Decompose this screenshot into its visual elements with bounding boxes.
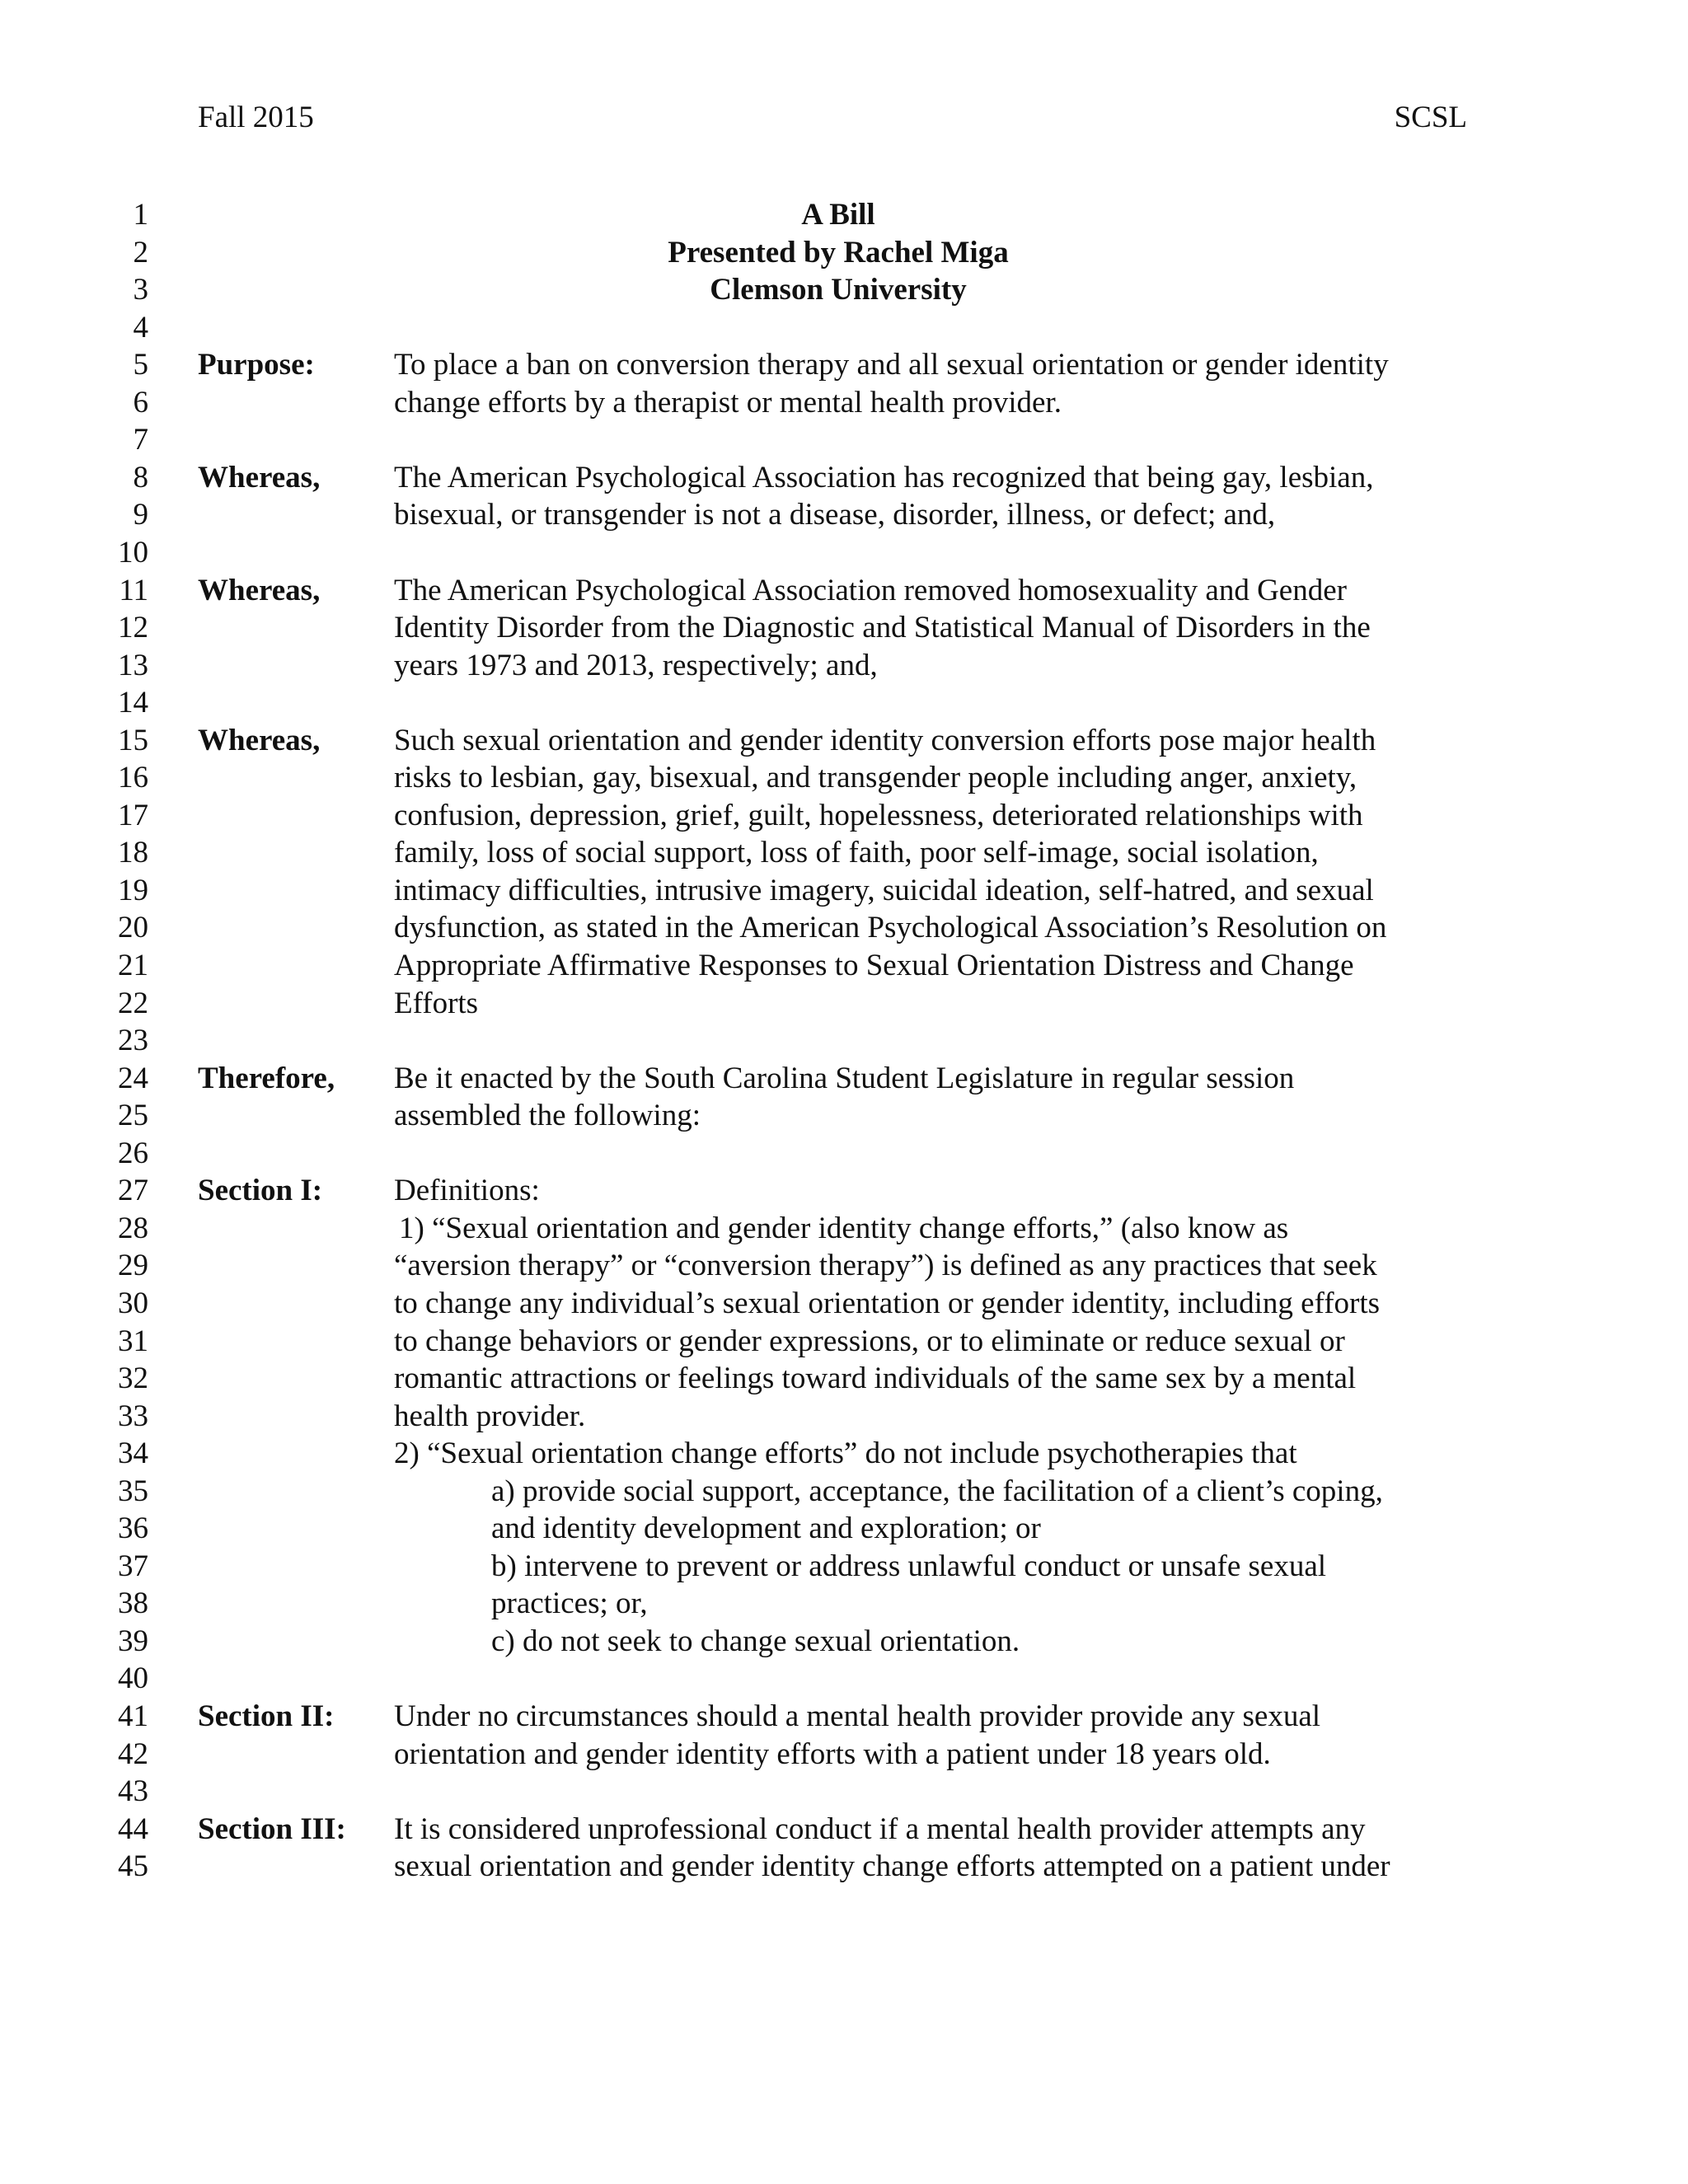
line-text: intimacy difficulties, intrusive imagery, suicidal ideation, self-hatred, and sexual [394,873,1374,907]
bill-line [0,1060,1688,1098]
bill-line [0,496,1688,534]
line-text: The American Psychological Association has recognized that being gay, lesbian, [394,460,1374,494]
bill-line [0,1698,1688,1736]
line-number: 35 [118,1474,148,1508]
line-number: 22 [118,986,148,1020]
line-number: 25 [118,1099,148,1133]
section-label: Whereas, [198,573,321,607]
line-number: 11 [119,573,148,607]
line-number: 7 [133,423,148,457]
bill-line [0,1210,1688,1248]
bill-line [0,1285,1688,1323]
bill-line [0,1135,1688,1173]
bill-line [0,1398,1688,1436]
line-text: confusion, depression, grief, guilt, hopelessness, deteriorated relationships with [394,798,1363,832]
bill-line [0,1548,1688,1586]
bill-line [0,1811,1688,1849]
line-text: to change any individual’s sexual orientation or gender identity, including efforts [394,1286,1381,1320]
line-text: sexual orientation and gender identity change efforts attempted on a patient under [394,1849,1390,1884]
bill-line [0,834,1688,872]
bill-line [0,759,1688,797]
bill-line [0,1097,1688,1135]
line-text: health provider. [394,1399,586,1433]
section-label: Section I: [198,1174,323,1208]
line-text: practices; or, [491,1586,648,1621]
line-text: bisexual, or transgender is not a disease, disorder, illness, or defect; and, [394,498,1276,532]
line-number: 12 [118,611,148,644]
bill-presenter: Presented by Rachel Miga [668,235,1009,269]
line-number: 29 [118,1249,148,1283]
line-number: 24 [118,1061,148,1095]
bill-line [0,271,1688,309]
line-number: 3 [133,273,148,307]
line-number: 16 [118,761,148,795]
line-number: 15 [118,723,148,757]
section-label: Whereas, [198,460,321,494]
line-number: 10 [118,536,148,569]
section-label: Purpose: [198,348,315,382]
bill-line [0,534,1688,572]
line-text: To place a ban on conversion therapy and all sexual orientation or gender identity [394,348,1389,382]
line-text: 2) “Sexual orientation change efforts” do not include psychotherapies that [394,1436,1297,1471]
bill-line [0,797,1688,835]
bill-line [0,196,1688,234]
bill-line [0,722,1688,760]
bill-line [0,384,1688,422]
line-number: 38 [118,1586,148,1621]
bill-line [0,609,1688,647]
bill-line [0,1022,1688,1060]
bill-line [0,234,1688,272]
line-text: Efforts [394,986,479,1020]
line-number: 8 [133,460,148,494]
section-label: Section II: [198,1699,335,1733]
bill-line [0,1323,1688,1361]
line-number: 6 [133,385,148,419]
line-text: to change behaviors or gender expressions, or to eliminate or reduce sexual or [394,1324,1345,1358]
bill-title: A Bill [801,198,875,232]
line-number: 28 [118,1211,148,1245]
line-text: Definitions: [394,1174,540,1208]
line-text: orientation and gender identity efforts with a patient under 18 years old. [394,1736,1271,1771]
line-number: 23 [118,1024,148,1058]
line-text: family, loss of social support, loss of faith, poor self-image, social isolation, [394,836,1319,870]
line-number: 39 [118,1624,148,1658]
line-number: 20 [118,911,148,945]
line-number: 42 [118,1736,148,1771]
line-number: 43 [118,1774,148,1809]
line-number: 31 [118,1324,148,1358]
line-number: 1 [133,198,148,232]
line-text: and identity development and exploration; or [491,1511,1041,1546]
line-number: 27 [118,1174,148,1208]
line-text: dysfunction, as stated in the American Psychological Association’s Resolution on [394,911,1387,945]
line-number: 34 [118,1436,148,1471]
bill-line [0,1585,1688,1623]
line-text: romantic attractions or feelings toward individuals of the same sex by a mental [394,1361,1357,1395]
line-number: 26 [118,1136,148,1170]
bill-line [0,647,1688,685]
bill-line [0,309,1688,347]
line-text: years 1973 and 2013, respectively; and, [394,648,878,682]
bill-line [0,1510,1688,1548]
line-number: 5 [133,348,148,382]
line-number: 44 [118,1811,148,1846]
bill-line [0,985,1688,1023]
bill-line [0,1623,1688,1661]
bill-line [0,947,1688,985]
header-term: Fall 2015 [198,101,314,134]
section-label: Section III: [198,1811,346,1846]
line-text: assembled the following: [394,1099,701,1133]
bill-line [0,1660,1688,1698]
section-label: Therefore, [198,1061,335,1095]
line-text: Identity Disorder from the Diagnostic and Statistical Manual of Disorders in the [394,611,1371,644]
line-text: The American Psychological Association removed homosexuality and Gender [394,573,1347,607]
line-text: Be it enacted by the South Carolina Student Legislature in regular session [394,1061,1295,1095]
line-text: “aversion therapy” or “conversion therapy”) is defined as any practices that seek [394,1249,1377,1283]
line-text: Under no circumstances should a mental health provider provide any sexual [394,1699,1321,1733]
line-number: 13 [118,648,148,682]
line-number: 18 [118,836,148,870]
bill-line [0,1172,1688,1210]
bill-line [0,421,1688,459]
header-organization: SCSL [1394,101,1467,134]
line-number: 33 [118,1399,148,1433]
line-number: 19 [118,873,148,907]
line-text: Appropriate Affirmative Responses to Sexual Orientation Distress and Change [394,949,1354,982]
line-text: risks to lesbian, gay, bisexual, and transgender people including anger, anxiety, [394,761,1357,795]
line-text: Such sexual orientation and gender identity conversion efforts pose major health [394,723,1376,757]
line-number: 4 [133,310,148,344]
section-label: Whereas, [198,723,321,757]
bill-line [0,459,1688,497]
bill-line [0,1773,1688,1811]
line-number: 45 [118,1849,148,1884]
line-text: change efforts by a therapist or mental health provider. [394,385,1062,419]
bill-line [0,1848,1688,1886]
line-number: 21 [118,949,148,982]
bill-line [0,1736,1688,1774]
bill-line [0,1247,1688,1285]
line-number: 30 [118,1286,148,1320]
line-number: 17 [118,798,148,832]
bill-line [0,346,1688,384]
bill-line [0,909,1688,947]
line-number: 9 [133,498,148,532]
bill-line [0,1435,1688,1473]
line-number: 40 [118,1661,148,1696]
line-text: a) provide social support, acceptance, the facilitation of a client’s coping, [491,1474,1383,1508]
bill-line [0,572,1688,610]
line-number: 2 [133,235,148,269]
bill-institution: Clemson University [710,273,967,307]
line-number: 36 [118,1511,148,1546]
line-number: 41 [118,1699,148,1733]
line-number: 32 [118,1361,148,1395]
line-text: 1) “Sexual orientation and gender identity change efforts,” (also know as [399,1211,1289,1245]
bill-line [0,1473,1688,1511]
bill-line [0,872,1688,910]
line-number: 37 [118,1549,148,1583]
line-text: c) do not seek to change sexual orientation. [491,1624,1020,1658]
line-text: It is considered unprofessional conduct if a mental health provider attempts any [394,1811,1366,1846]
bill-line [0,1360,1688,1398]
line-number: 14 [118,686,148,720]
bill-line [0,684,1688,722]
line-text: b) intervene to prevent or address unlawful conduct or unsafe sexual [491,1549,1327,1583]
